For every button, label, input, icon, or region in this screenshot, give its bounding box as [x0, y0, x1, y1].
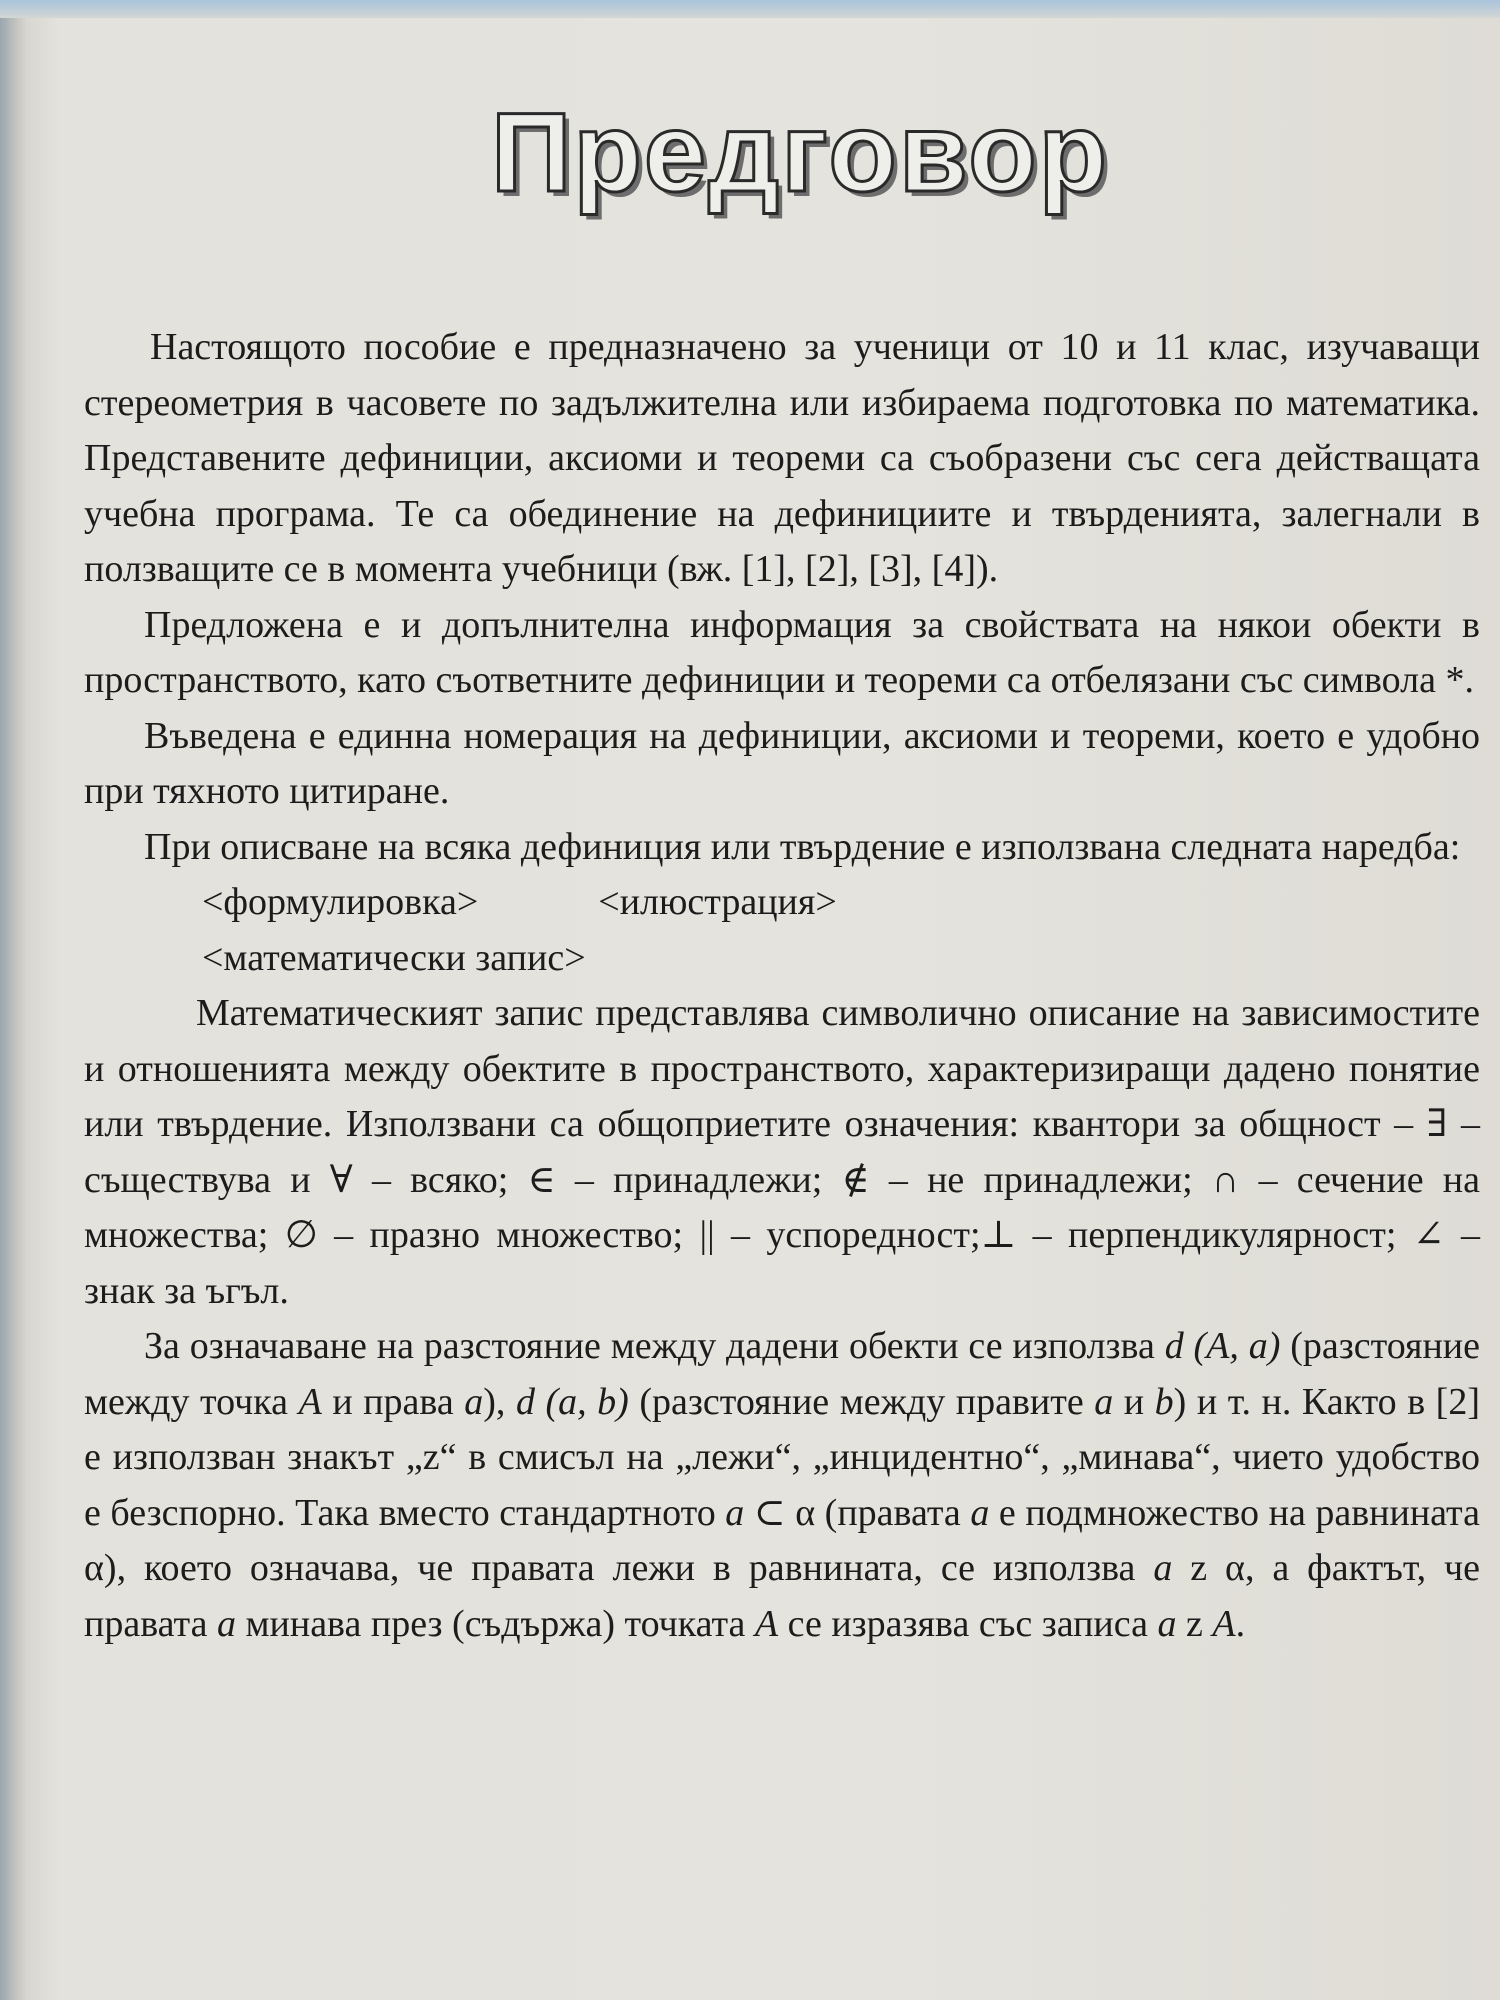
page-title: Предговор — [490, 90, 1110, 215]
paragraph-intro: Настоящото пособие е предназначено за ученици от 10 и 11 клас, изучаващи стереометрия в часовете по задължителна или избираема подготовка по математика. Представените дефиниции, аксиоми и теореми са съобразени със сега действащата учебна програма. Те са обединение на дефинициите и твърденията, залегнали в ползващите се в момента учебници (вж. [1], [2], [3], [4]). — [84, 326, 1480, 590]
layout-line-1 — [84, 875, 1480, 931]
paragraph-distance-notation: За означаване на разстояние между дадени обекти се използва d (A, a) (разстояние между точка A и права a), d (a, b) (разстояние между правите a и b) и т. н. Както в [2] е използван знакът „z“ в смисъл на „лежи“, „инцидентно“, „минава“, чието удобство е безспорно. Така вместо стандартното a ⊂ α (правата a е подмножество на равнината α), което означава, че правата лежи в равнината, се използва a z α, а фактът, че правата a минава през (съдържа) точката A се изразява със записа a z A. — [84, 1325, 1481, 1645]
page-top-edge — [0, 0, 1500, 18]
body-text — [84, 320, 1480, 1652]
book-spine-edge — [0, 0, 26, 2000]
paragraph-additional-info: Предложена е и допълнителна информация за свойствата на някои обекти в пространството, като съответните дефиниции и теореми са отбелязани със символа *. — [84, 603, 1480, 701]
layout-line-2 — [84, 931, 1480, 987]
layout-item-illustration: <илюстрация> — [598, 881, 837, 923]
paragraph-math-notation: Математическият запис представлява символично описание на зависимостите и отношенията между обектите в пространството, характеризиращи дадено понятие или твърдение. Използвани са общоприетите означения: квантори за общност – ∃ – съществува и ∀ – всяко; ∈ – принадлежи; ∉ – не принадлежи; ∩ – сечение на множества; ∅ – празно множество; || – успоредност;⊥ – перпендикулярност; ∠ – знак за ъгъл. — [84, 992, 1480, 1312]
paragraph-numbering: Въведена е единна номерация на дефиниции, аксиоми и теореми, което е удобно при тяхното цитиране. — [84, 714, 1480, 812]
paragraph-layout-intro: При описване на всяка дефиниция или твърдение е използвана следната наредба: — [144, 825, 1461, 868]
layout-item-math-record: <математически запис> — [202, 936, 586, 979]
layout-item-formulation: <формулировка> — [202, 881, 479, 923]
